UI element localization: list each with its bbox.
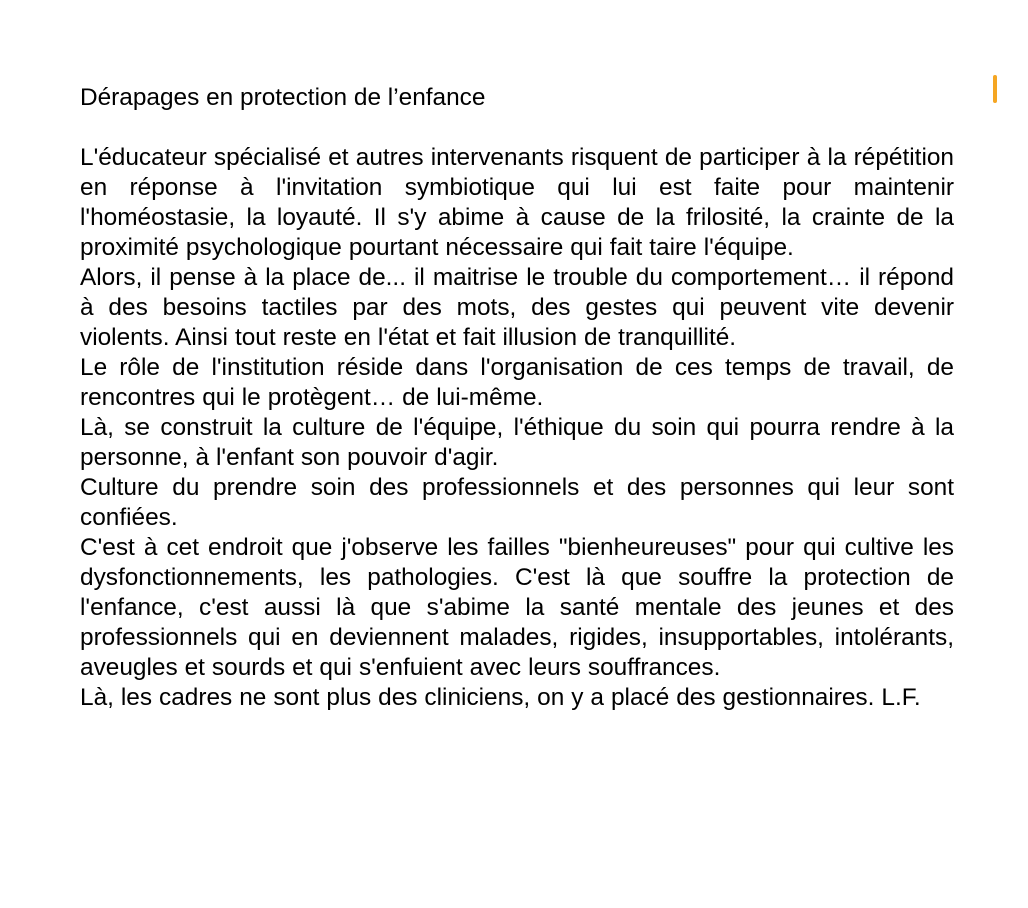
paragraph-7: Là, les cadres ne sont plus des cliniciens, on y a placé des gestionnaires. L.F. xyxy=(80,684,921,711)
paragraph-2: Alors, il pense à la place de... il maitrise le trouble du comportement… il répond à des besoins tactiles par des mots, des gestes qui peuvent vite devenir violents. Ainsi tout reste en l'état et fait illusion de tranquillité. xyxy=(80,264,954,351)
paragraph-3: Le rôle de l'institution réside dans l'organisation de ces temps de travail, de rencontres qui le protègent… de lui-même. xyxy=(80,354,954,411)
text-cursor-marker xyxy=(993,75,997,103)
paragraph-4: Là, se construit la culture de l'équipe, l'éthique du soin qui pourra rendre à la personne, à l'enfant son pouvoir d'agir. xyxy=(80,414,954,471)
document-title: Dérapages en protection de l’enfance xyxy=(80,84,486,111)
paragraph-1: L'éducateur spécialisé et autres intervenants risquent de participer à la répétition en réponse à l'invitation symbiotique qui lui est faite pour maintenir l'homéostasie, la loyauté. Il s'y abime à cause de la frilosité, la crainte de la proximité psychologique pourtant nécessaire qui fait taire l'équipe. xyxy=(80,144,954,261)
title-spacer xyxy=(80,113,954,143)
paragraph-6: C'est à cet endroit que j'observe les failles "bienheureuses" pour qui cultive les dysfonctionnements, les pathologies. C'est là que souffre la protection de l'enfance, c'est aussi là que s'abime la santé mentale des jeunes et des professionnels qui en deviennent malades, rigides, insupportables, intolérants, aveugles et sourds et qui s'enfuient avec leurs souffrances. xyxy=(80,534,954,681)
document-body xyxy=(80,83,954,713)
paragraph-5: Culture du prendre soin des professionnels et des personnes qui leur sont confiées. xyxy=(80,474,954,531)
